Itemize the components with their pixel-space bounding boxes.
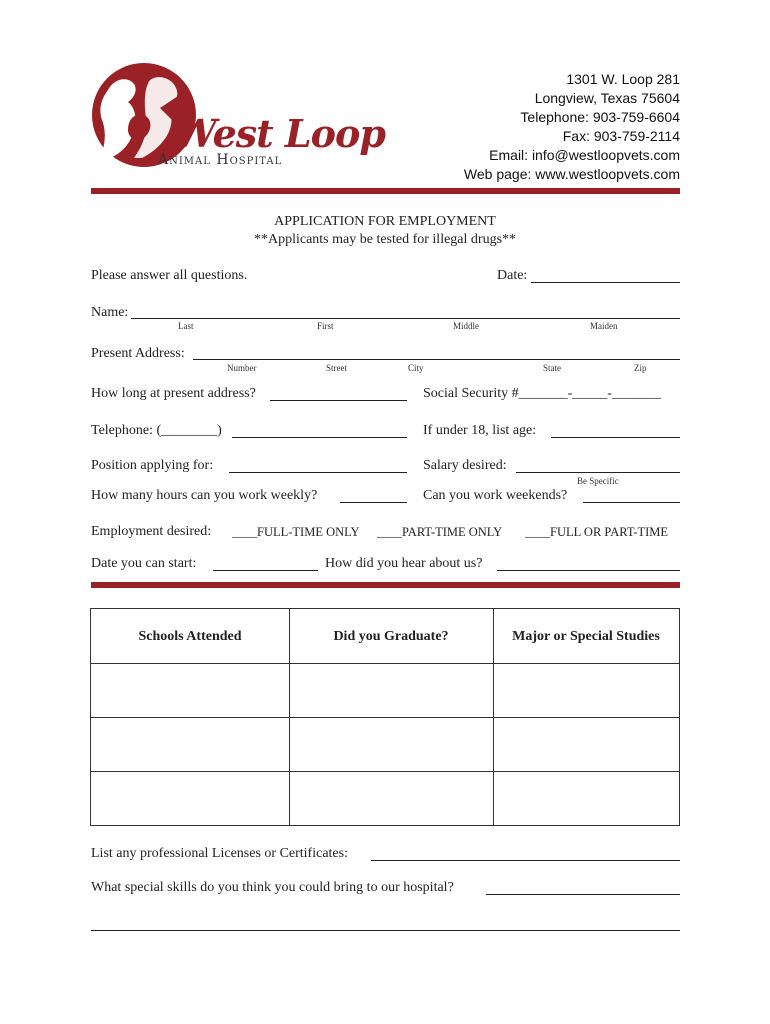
header-schools-attended: Schools Attended — [138, 629, 242, 644]
date-label: Date: — [497, 268, 528, 283]
education-table — [90, 608, 680, 826]
address-part-number: Number — [227, 363, 257, 373]
table-cell[interactable] — [290, 772, 493, 825]
skills-label: What special skills do you think you could bring to our hospital? — [91, 880, 454, 895]
email: Email: info@westloopvets.com — [489, 147, 680, 163]
name-label: Name: — [91, 305, 129, 320]
telephone-field[interactable] — [232, 437, 407, 438]
telephone: Telephone: 903-759-6604 — [520, 109, 680, 125]
under18-field[interactable] — [551, 437, 680, 438]
table-cell[interactable] — [494, 718, 679, 771]
brand-name: West Loop — [174, 111, 385, 156]
how-long-label: How long at present address? — [91, 386, 256, 401]
start-date-label: Date you can start: — [91, 556, 197, 571]
address-part-street: Street — [326, 363, 347, 373]
address-line-1: 1301 W. Loop 281 — [566, 71, 680, 87]
header-major-studies: Major or Special Studies — [512, 629, 660, 644]
skills-field[interactable] — [486, 894, 680, 895]
name-part-maiden: Maiden — [590, 321, 618, 331]
address-part-zip: Zip — [634, 363, 647, 373]
name-field[interactable] — [131, 318, 680, 319]
address-line-2: Longview, Texas 75604 — [534, 90, 680, 106]
name-part-middle: Middle — [453, 321, 479, 331]
fax: Fax: 903-759-2114 — [562, 128, 680, 144]
table-cell[interactable] — [91, 664, 289, 717]
weekends-field[interactable] — [583, 502, 680, 503]
under18-label: If under 18, list age: — [423, 423, 537, 438]
hear-about-field[interactable] — [497, 570, 680, 571]
table-cell[interactable] — [290, 664, 493, 717]
licenses-label: List any professional Licenses or Certificates: — [91, 846, 348, 861]
hours-field[interactable] — [340, 502, 407, 503]
header-divider — [91, 188, 680, 194]
weekends-label: Can you work weekends? — [423, 488, 568, 503]
address-part-city: City — [408, 363, 424, 373]
position-field[interactable] — [229, 472, 407, 473]
brand-subtitle: Animal Hospital — [158, 152, 283, 168]
salary-label: Salary desired: — [423, 458, 507, 473]
licenses-field[interactable] — [371, 860, 680, 861]
table-cell[interactable] — [494, 664, 679, 717]
date-field[interactable] — [531, 282, 680, 283]
header-did-you-graduate: Did you Graduate? — [333, 629, 449, 644]
option-full-or-part[interactable]: ____FULL OR PART-TIME — [525, 525, 669, 539]
telephone-label: Telephone: (________) — [91, 423, 222, 438]
be-specific-hint: Be Specific — [577, 476, 619, 486]
address-part-state: State — [543, 363, 561, 373]
table-cell[interactable] — [91, 772, 289, 825]
table-cell[interactable] — [290, 718, 493, 771]
how-long-field[interactable] — [270, 400, 407, 401]
section-divider — [91, 582, 680, 588]
ssn-label[interactable]: Social Security #_______-_____-_______ — [423, 386, 661, 401]
position-label: Position applying for: — [91, 458, 214, 473]
skills-field-continued[interactable] — [91, 930, 680, 931]
form-title: APPLICATION FOR EMPLOYMENT — [274, 214, 496, 229]
web-page: Web page: www.westloopvets.com — [463, 166, 680, 182]
hours-label: How many hours can you work weekly? — [91, 488, 318, 503]
address-label: Present Address: — [91, 346, 185, 361]
start-date-field[interactable] — [213, 570, 318, 571]
table-cell[interactable] — [494, 772, 679, 825]
table-cell[interactable] — [91, 718, 289, 771]
name-part-last: Last — [178, 321, 194, 331]
logo — [88, 60, 385, 175]
name-part-first: First — [317, 321, 334, 331]
option-full-time[interactable]: ____FULL-TIME ONLY — [232, 525, 360, 539]
option-part-time[interactable]: ____PART-TIME ONLY — [377, 525, 503, 539]
hear-about-label: How did you hear about us? — [325, 556, 483, 571]
employment-label: Employment desired: — [91, 524, 212, 539]
instructions: Please answer all questions. — [91, 268, 248, 283]
salary-field[interactable] — [516, 472, 680, 473]
form-subtitle: **Applicants may be tested for illegal drugs** — [253, 232, 517, 247]
address-field[interactable] — [193, 359, 680, 360]
contact-block — [464, 70, 680, 184]
